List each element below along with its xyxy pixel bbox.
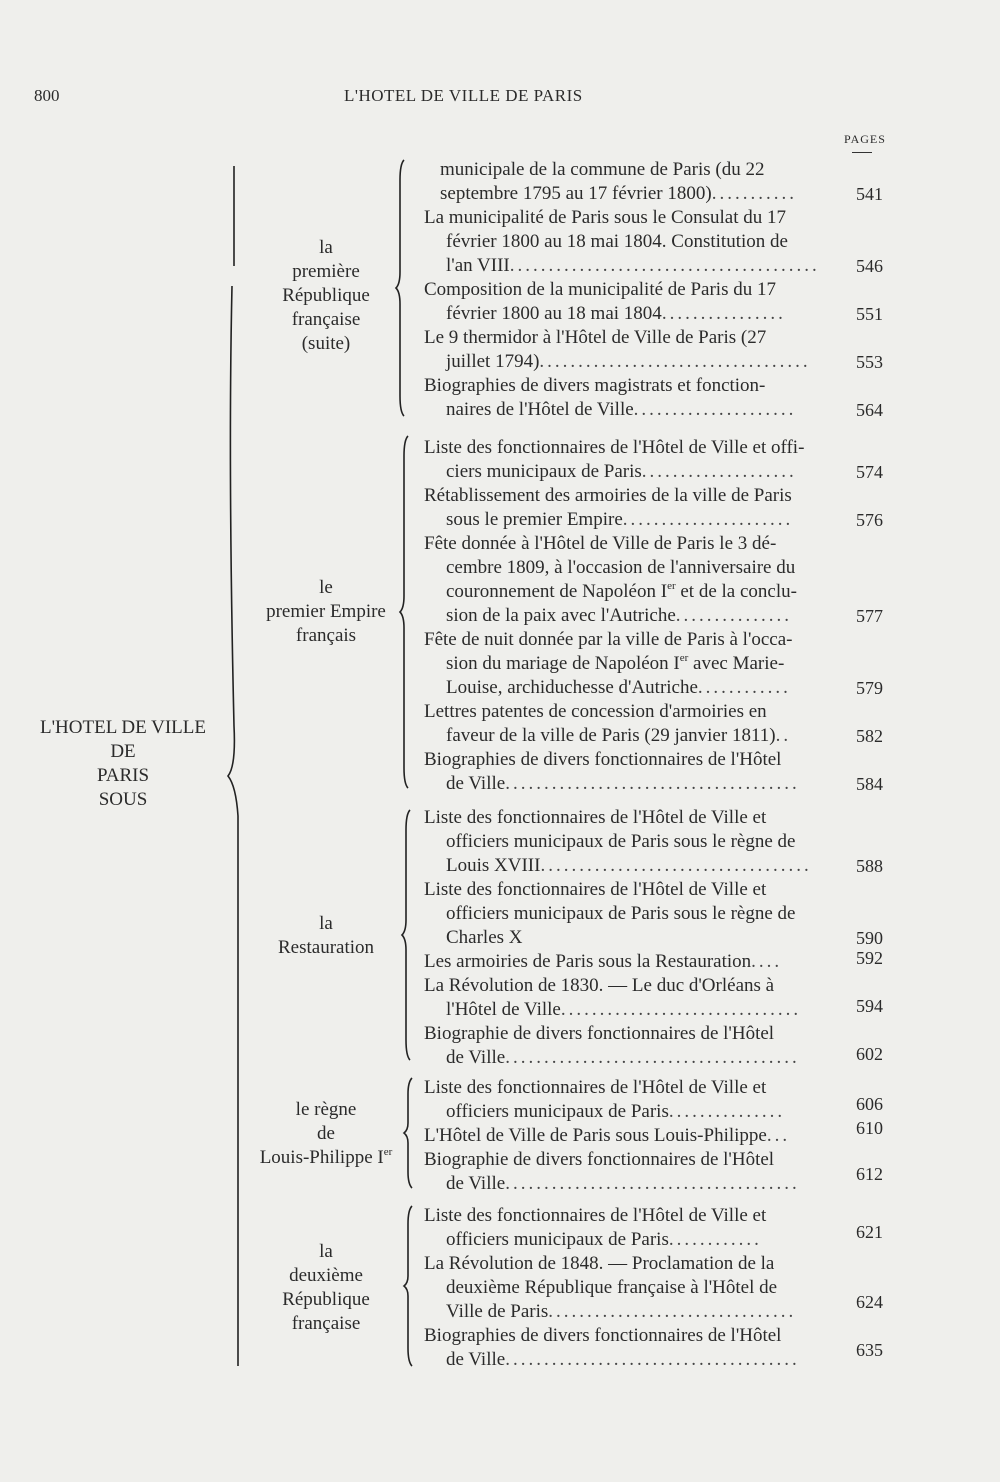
entry-line: de Ville......................................: [446, 773, 800, 794]
entry-line: Fête de nuit donnée par la ville de Paris à l'occa-: [424, 629, 793, 650]
entry-line: Rétablissement des armoiries de la ville de Paris: [424, 485, 792, 506]
page-number: 800: [34, 86, 60, 105]
page-ref: 588: [856, 856, 883, 876]
page-ref: 546: [856, 256, 883, 276]
section-label-first-republic: la première République française (suite): [282, 237, 370, 354]
main-label-line: SOUS: [98, 789, 148, 810]
entry-line: Composition de la municipalité de Paris du 17: [424, 279, 776, 300]
entry-line: deuxième République française à l'Hôtel de: [446, 1277, 778, 1298]
entry-line: février 1800 au 18 mai 1804. Constitution de: [446, 231, 788, 252]
entry-line: Le 9 thermidor à l'Hôtel de Ville de Paris (27: [424, 327, 767, 348]
entry-line: La Révolution de 1848. — Proclamation de la: [424, 1253, 775, 1274]
main-brace: [226, 166, 246, 1366]
entry-line: septembre 1795 au 17 février 1800)...........: [440, 183, 797, 204]
entry-line: officiers municipaux de Paris............: [446, 1229, 762, 1250]
page-ref: 564: [856, 400, 883, 420]
page-ref: 621: [856, 1222, 883, 1242]
page-ref: 612: [856, 1164, 883, 1184]
page-ref: 635: [856, 1340, 883, 1360]
entry-line: couronnement de Napoléon Ier et de la conclu-: [446, 580, 797, 602]
entry-line: de Ville......................................: [446, 1349, 800, 1370]
entry-line: sion de la paix avec l'Autriche...............: [446, 605, 793, 626]
entry-line: Ville de Paris................................: [446, 1301, 797, 1322]
entry-line: naires de l'Hôtel de Ville.....................: [446, 399, 797, 420]
running-title: L'HOTEL DE VILLE DE PARIS: [344, 86, 583, 105]
entry-line: Charles X: [446, 927, 523, 948]
entry-line: L'Hôtel de Ville de Paris sous Louis-Philippe...: [424, 1125, 791, 1146]
page-ref: 574: [856, 462, 883, 482]
entry-line: Les armoiries de Paris sous la Restauration....: [424, 951, 783, 972]
page-ref: 594: [856, 996, 883, 1016]
entry-line: La Révolution de 1830. — Le duc d'Orléans à: [424, 975, 775, 996]
section-label-louis-philippe: le règne de Louis-Philippe Ier: [259, 1099, 393, 1168]
page-ref: 590: [856, 928, 883, 948]
page-ref: 606: [856, 1094, 883, 1114]
entry-line: Biographies de divers magistrats et fonction-: [424, 375, 766, 396]
pages-column-label: PAGES: [844, 132, 886, 146]
entry-line: juillet 1794)...................................: [446, 351, 811, 372]
entry-line: Biographies de divers fonctionnaires de l'Hôtel: [424, 749, 782, 770]
section-label-first-empire: le premier Empire français: [266, 577, 386, 646]
section-brace: [404, 1206, 424, 1366]
entry-line: officiers municipaux de Paris sous le règne de: [446, 831, 796, 852]
page-ref: 576: [856, 510, 883, 530]
entry-line: Louis XVIII...................................: [446, 855, 812, 876]
entry-line: de Ville......................................: [446, 1173, 800, 1194]
section-brace: [402, 810, 422, 1060]
entry-line: sous le premier Empire......................: [446, 509, 794, 530]
entry-line: La municipalité de Paris sous le Consulat du 17: [424, 207, 787, 228]
entry-line: officiers municipaux de Paris sous le règne de: [446, 903, 796, 924]
entry-line: Biographie de divers fonctionnaires de l'Hôtel: [424, 1023, 775, 1044]
entry-line: municipale de la commune de Paris (du 22: [440, 159, 765, 180]
entry-line: l'an VIII........................................: [446, 255, 820, 276]
pages-column-rule: [852, 152, 872, 153]
entry-line: Liste des fonctionnaires de l'Hôtel de Ville et: [424, 1205, 767, 1226]
entry-line: Louise, archiduchesse d'Autriche............: [446, 677, 791, 698]
entry-line: Liste des fonctionnaires de l'Hôtel de Ville et: [424, 1077, 767, 1098]
entry-line: l'Hôtel de Ville...............................: [446, 999, 802, 1020]
page-ref: 592: [856, 948, 883, 968]
page-ref: 624: [856, 1292, 883, 1312]
main-label: [18, 716, 228, 812]
entry-line: officiers municipaux de Paris...............: [446, 1101, 786, 1122]
section-label-second-republic: la deuxième République française: [282, 1241, 370, 1334]
entry-line: de Ville......................................: [446, 1047, 800, 1068]
entry-line: faveur de la ville de Paris (29 janvier 1811)..: [446, 725, 792, 746]
page-ref: 553: [856, 352, 883, 372]
entry-line: Liste des fonctionnaires de l'Hôtel de Ville et: [424, 807, 767, 828]
entry-line: février 1800 au 18 mai 1804................: [446, 303, 786, 324]
entry-line: Liste des fonctionnaires de l'Hôtel de Ville et: [424, 879, 767, 900]
section-brace: [396, 160, 416, 416]
main-label-line: DE: [110, 741, 136, 762]
page-ref: 584: [856, 774, 883, 794]
main-label-line: L'HOTEL DE VILLE: [40, 717, 206, 738]
page-ref: 541: [856, 184, 883, 204]
page-ref: 579: [856, 678, 883, 698]
entry-line: sion du mariage de Napoléon Ier avec Marie-: [446, 652, 785, 674]
page-ref: 582: [856, 726, 883, 746]
page-ref: 610: [856, 1118, 883, 1138]
section-label-restoration: la Restauration: [277, 913, 375, 958]
entry-line: Biographie de divers fonctionnaires de l'Hôtel: [424, 1149, 775, 1170]
entry-line: Fête donnée à l'Hôtel de Ville de Paris le 3 dé-: [424, 533, 777, 554]
page-ref: 602: [856, 1044, 883, 1064]
entry-line: cembre 1809, à l'occasion de l'anniversaire du: [446, 557, 796, 578]
entry-line: Biographies de divers fonctionnaires de l'Hôtel: [424, 1325, 782, 1346]
main-label-line: PARIS: [96, 765, 150, 786]
entry-line: Lettres patentes de concession d'armoiries en: [424, 701, 767, 722]
section-brace: [400, 436, 420, 788]
entry-line: ciers municipaux de Paris....................: [446, 461, 797, 482]
section-brace: [404, 1078, 424, 1188]
page-ref: 577: [856, 606, 883, 626]
page-ref: 551: [856, 304, 883, 324]
entry-line: Liste des fonctionnaires de l'Hôtel de Ville et offi-: [424, 437, 805, 458]
